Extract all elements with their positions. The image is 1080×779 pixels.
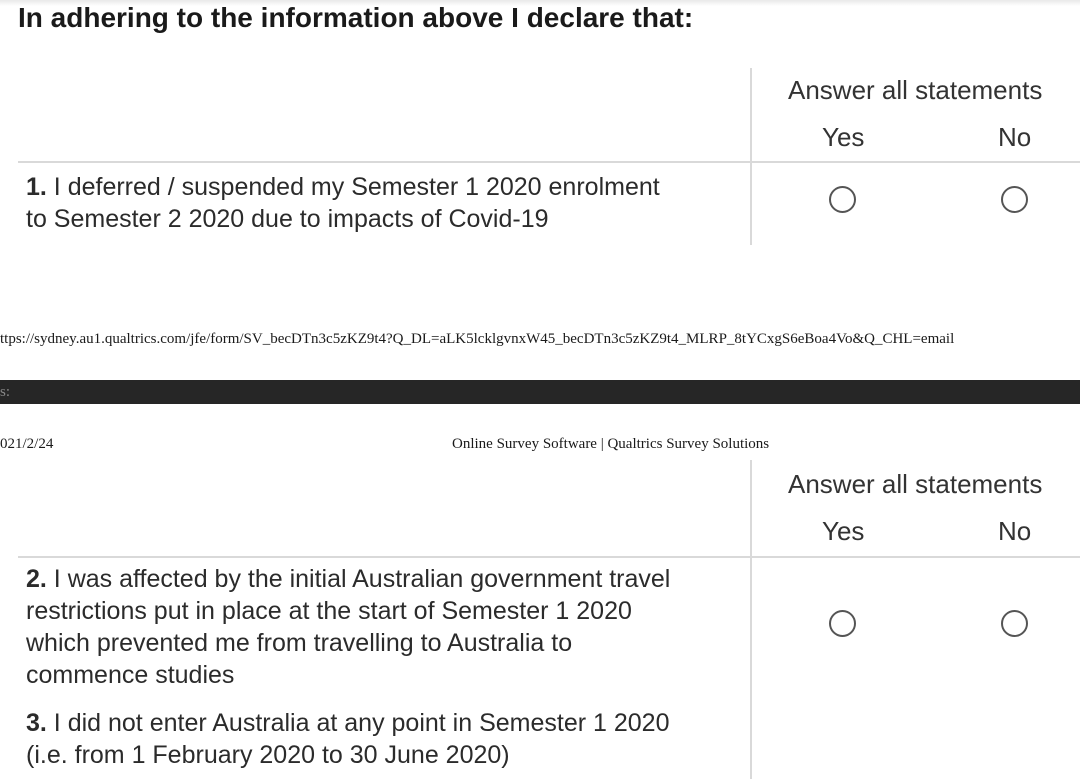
no-column-label: No — [998, 516, 1032, 546]
statement-1 — [26, 171, 746, 235]
statement-number: 1. — [26, 173, 47, 201]
statement-text: I deferred / suspended my Semester 1 2020 enrolment — [46, 173, 660, 201]
statement-text: (i.e. from 1 February 2020 to 30 June 2020) — [26, 741, 510, 769]
statement-number: 3. — [26, 709, 47, 737]
table-header-divider — [18, 161, 1080, 163]
declaration-heading: In adhering to the information above I declare that: — [18, 2, 694, 33]
statement-text: I did not enter Australia at any point in Semester 1 2020 — [46, 709, 670, 737]
column-divider — [750, 68, 752, 245]
table-header-divider — [18, 556, 1080, 558]
statement-2-yes-radio[interactable] — [829, 610, 856, 637]
statement-2 — [26, 563, 746, 691]
statement-text: I was affected by the initial Australian government travel — [46, 565, 671, 593]
print-header-title: Online Survey Software | Qualtrics Survey Solutions — [452, 436, 770, 452]
no-column-label: No — [998, 122, 1032, 152]
statement-3 — [26, 707, 746, 771]
answer-all-statements-header: Answer all statements — [788, 75, 1043, 105]
print-footer-url: ttps://sydney.au1.qualtrics.com/jfe/form/SV_becDTn3c5zKZ9t4?Q_DL=aLK5lcklgvnxW45_becDTn3c5zKZ9t4_MLRP_8tYCxgS6eBoa4Vo&Q_CHL=email — [0, 331, 955, 347]
answer-all-statements-header: Answer all statements — [788, 469, 1043, 499]
statement-2-no-radio[interactable] — [1001, 610, 1028, 637]
page-break-label: s: — [0, 384, 11, 400]
print-header-date: 021/2/24 — [0, 436, 54, 452]
column-divider — [750, 460, 752, 779]
statement-text: to Semester 2 2020 due to impacts of Covid-19 — [26, 205, 549, 233]
statement-text: restrictions put in place at the start of Semester 1 2020 — [26, 597, 632, 625]
statement-text: commence studies — [26, 661, 235, 689]
statement-text: which prevented me from travelling to Australia to — [26, 629, 573, 657]
yes-column-label: Yes — [822, 516, 865, 546]
yes-column-label: Yes — [822, 122, 865, 152]
statement-1-yes-radio[interactable] — [829, 186, 856, 213]
page-break-bar — [0, 380, 1080, 404]
statement-1-no-radio[interactable] — [1001, 186, 1028, 213]
statement-number: 2. — [26, 565, 47, 593]
